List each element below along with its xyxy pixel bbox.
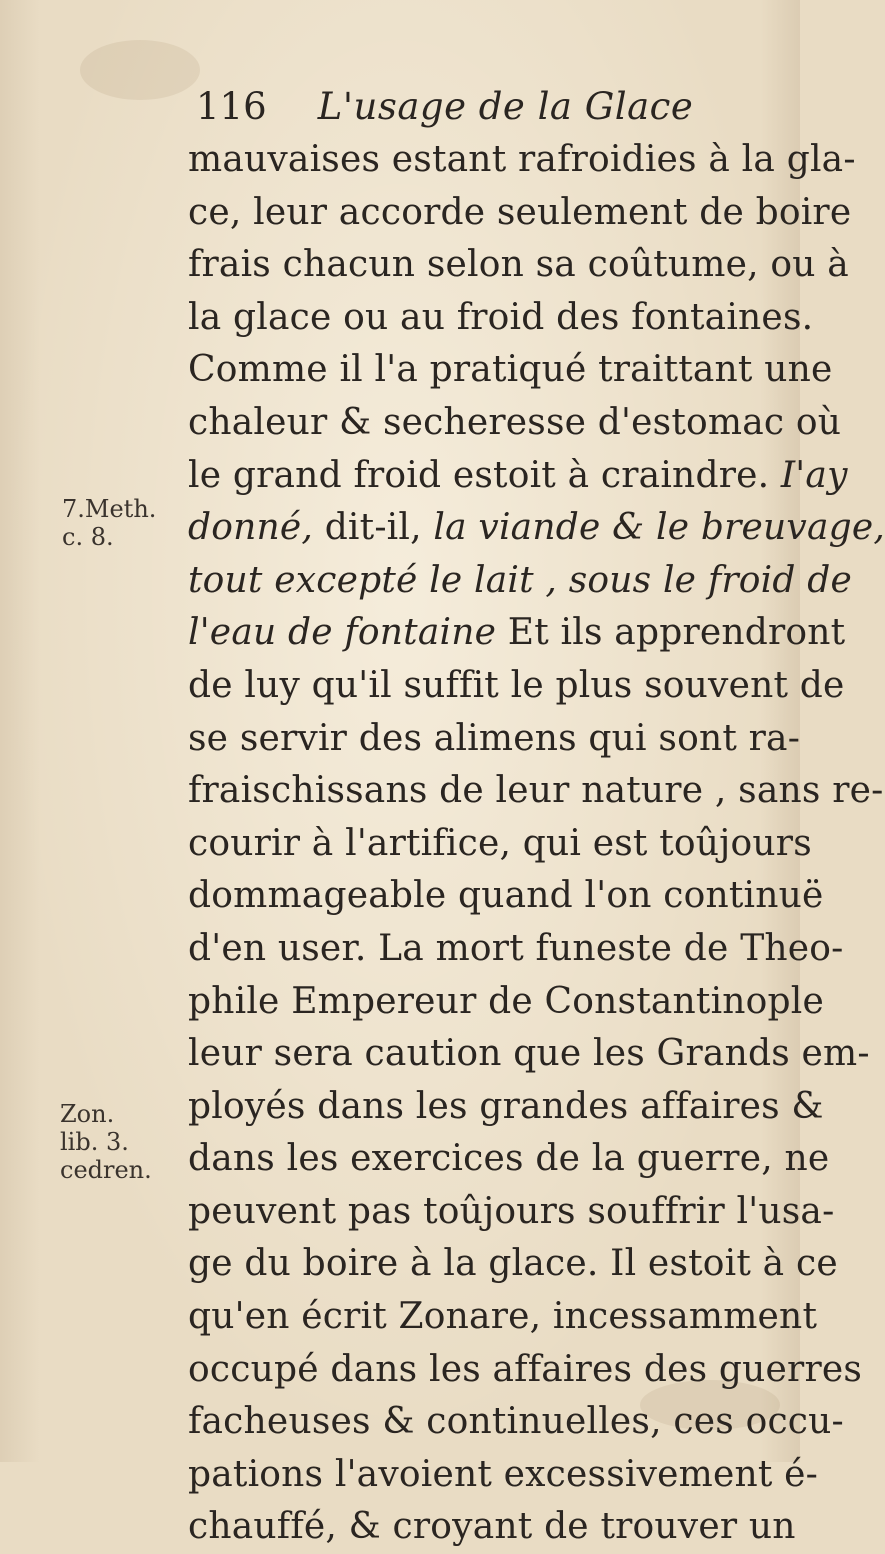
text-segment: fraischissans de leur nature , sans re- xyxy=(188,770,884,812)
text-segment: facheuses & continuelles, ces occu- xyxy=(188,1401,844,1443)
text-line xyxy=(188,1028,870,1081)
text-segment: ge du boire à la glace. Il estoit à ce xyxy=(188,1243,838,1285)
text-segment: d'en user. La mort funeste de Theo- xyxy=(188,927,844,969)
text-line xyxy=(188,765,884,818)
text-line xyxy=(188,1186,835,1239)
text-line xyxy=(188,1133,830,1186)
text-segment: mauvaises estant rafroidies à la gla- xyxy=(188,139,856,180)
margin-note-line: Zon. xyxy=(60,1100,115,1128)
text-line xyxy=(188,397,842,450)
margin-note-line: lib. 3. xyxy=(60,1128,129,1156)
text-line xyxy=(188,1449,819,1502)
text-segment: peuvent pas toûjours souffrir l'usa- xyxy=(188,1190,835,1232)
text-line xyxy=(188,1081,824,1134)
text-line xyxy=(188,239,849,292)
text-line xyxy=(188,818,812,871)
text-line xyxy=(188,976,825,1029)
text-segment: qu'en écrit Zonare, incessamment xyxy=(188,1296,818,1338)
margin-note-meth xyxy=(62,495,156,551)
text-line xyxy=(188,1344,863,1397)
text-line xyxy=(188,292,814,345)
text-line xyxy=(188,502,885,555)
text-line xyxy=(188,607,846,660)
text-segment: leur sera caution que les Grands em- xyxy=(188,1033,870,1075)
text-segment: Et ils apprendront xyxy=(496,612,846,654)
paper-stain xyxy=(80,40,200,100)
text-line xyxy=(188,344,833,397)
text-segment: Comme il l'a pratiqué traittant une xyxy=(188,349,833,391)
text-line xyxy=(188,660,845,713)
italic-segment: I'ay xyxy=(780,454,848,496)
text-segment: chauffé, & croyant de trouver un xyxy=(188,1506,796,1548)
text-segment: le grand froid estoit à craindre. xyxy=(188,454,781,496)
text-segment: occupé dans les affaires des guerres xyxy=(188,1348,863,1390)
page-number: 116 xyxy=(196,85,267,128)
text-segment: chaleur & secheresse d'estomac où xyxy=(188,401,842,443)
margin-note-line: cedren. xyxy=(60,1156,152,1184)
text-line xyxy=(188,555,852,608)
text-line xyxy=(188,134,856,187)
text-line xyxy=(188,1291,818,1344)
text-line xyxy=(188,1501,796,1554)
text-segment: dit-il, xyxy=(313,507,434,549)
text-line xyxy=(188,923,844,976)
italic-segment: l'eau de fontaine xyxy=(188,612,497,654)
italic-segment: donné, xyxy=(188,507,314,549)
text-segment: courir à l'artifice, qui est toûjours xyxy=(188,822,812,864)
running-head xyxy=(196,82,756,132)
text-line xyxy=(188,1238,838,1291)
body-text xyxy=(188,134,885,1554)
text-line xyxy=(188,870,824,923)
text-line xyxy=(188,1396,844,1449)
text-line xyxy=(188,187,852,240)
text-segment: se servir des alimens qui sont ra- xyxy=(188,717,801,759)
text-segment: dans les exercices de la guerre, ne xyxy=(188,1138,830,1180)
text-line xyxy=(188,713,801,766)
margin-note-line: 7.Meth. xyxy=(62,495,157,523)
text-segment: de luy qu'il suffit le plus souvent de xyxy=(188,664,845,706)
text-segment: ce, leur accorde seulement de boire xyxy=(188,191,852,233)
text-line xyxy=(188,450,848,503)
text-segment: la glace ou au froid des fontaines. xyxy=(188,296,814,338)
text-segment: dommageable quand l'on continuë xyxy=(188,875,824,917)
text-segment: frais chacun selon sa coûtume, ou à xyxy=(188,244,849,286)
text-segment: ployés dans les grandes affaires & xyxy=(188,1085,824,1127)
margin-note-zonaras xyxy=(60,1100,152,1184)
running-title: L'usage de la Glace xyxy=(317,85,694,128)
italic-segment: tout excepté le lait , sous le froid de xyxy=(188,559,852,601)
text-segment: pations l'avoient excessivement é- xyxy=(188,1453,819,1495)
italic-segment: la viande & le breuvage, xyxy=(433,507,885,549)
text-segment: phile Empereur de Constantinople xyxy=(188,980,825,1022)
margin-note-line: c. 8. xyxy=(62,523,114,551)
